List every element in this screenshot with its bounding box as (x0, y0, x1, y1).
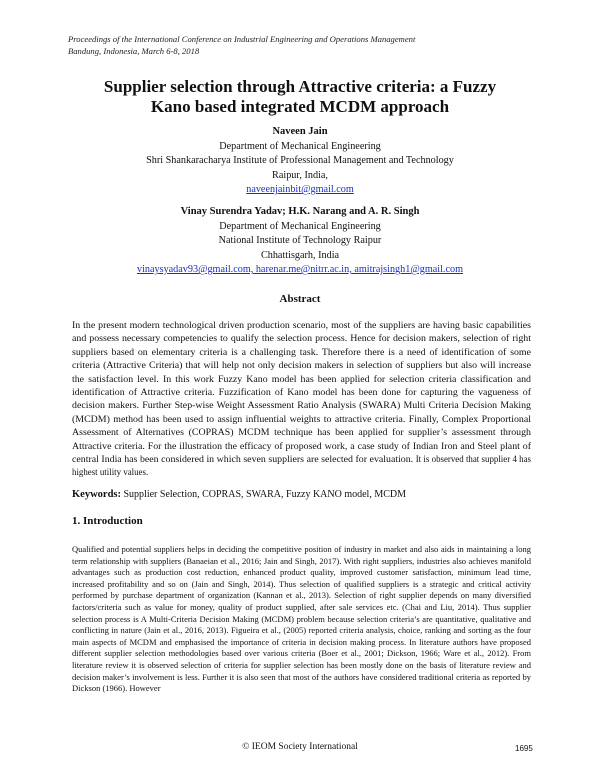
author-department: Department of Mechanical Engineering (219, 140, 381, 152)
author-block-1 (60, 125, 540, 198)
abstract-heading: Abstract (279, 293, 321, 305)
proceedings-title: Proceedings of the International Conference on Industrial Engineering and Operations Management (68, 34, 416, 44)
author-email-link[interactable]: naveenjainbit@gmail.com (246, 184, 354, 195)
keywords-label: Keywords: (72, 489, 121, 500)
introduction-text: Qualified and potential suppliers helps in deciding the competitive position of industry in market and also aids in maintaining a long term relationship with suppliers (Banaeian et al., 2016; Jain and Singh, 2017). With right suppliers, industries also achieves manifold advantages such as production cost reduction, enhanced product quality, improved customer satisfaction, minimum lead time, increased profitability and so on (Jain and Singh, 2014). Thus selection of qualified suppliers is a strategic and critical activity performed by purchase department of organization (Kannan et al., 2013). Selection of right supplier depends on many diversified factors/criteria such as value for money, quality of product supplied, after sale services etc. (Chai and Liu, 2014). Thus supplier selection process is A Multi-Criteria Decision Making (MCDM) problem because selection criteria’s are quantitative, qualitative and conflicting in nature (Jain et al., 2016, 2013). Figueira et al., (2005) reported criteria analysis, choice, ranking and sorting as the four main aspects of MCDM and emphasised the importance of criteria in decision making process. In literature authors have proposed different supplier selection methodologies based over various criteria (Boer et al., 2001; Dickson, 1966; Ware et al., 2012). From literature review it is observed selection of criteria for supplier selection has been mostly done on the basis of literature review and decision maker’s involvement is less. Further it is also seen that most of the authors have considered traditional criteria as reported by Dickson (1966). However (72, 544, 531, 694)
paper-title-line-2: Kano based integrated MCDM approach (150, 97, 450, 116)
coauthor-institution: National Institute of Technology Raipur (218, 235, 382, 246)
introduction-heading: 1. Introduction (72, 515, 143, 527)
author-block-2 (60, 205, 540, 278)
coauthor-department: Department of Mechanical Engineering (219, 220, 381, 232)
author-name: Naveen Jain (272, 126, 328, 137)
proceedings-venue: Bandung, Indonesia, March 6-8, 2018 (68, 46, 200, 56)
coauthor-city: Chhattisgarh, India (260, 249, 340, 261)
paper-title-line-1: Supplier selection through Attractive criteria: a Fuzzy (103, 77, 497, 96)
paper-title (60, 77, 540, 117)
abstract-text (72, 319, 531, 480)
page-number: 1695 (515, 744, 533, 753)
keywords-list: Supplier Selection, COPRAS, SWARA, Fuzzy KANO model, MCDM (123, 489, 407, 500)
coauthor-names: Vinay Surendra Yadav; H.K. Narang and A. R. Singh (180, 206, 420, 217)
keywords-line (72, 489, 406, 500)
coauthor-emails-link[interactable]: vinaysyadav93@gmail.com, harenar.me@nitrr.ac.in, amitrajsingh1@gmail.com (136, 264, 464, 275)
author-city: Raipur, India, (272, 169, 328, 181)
abstract-conclusion: It is observed that supplier 4 has highest utility values. (72, 454, 532, 478)
footer-copyright: © IEOM Society International (242, 742, 358, 752)
abstract-body: In the present modern technological driven production scenario, most of the suppliers are having basic capabilities and possess necessary competencies to qualify the selection process. Hence for decision makers, selection of right suppliers based on elementary criteria is a challenging task. Therefore there is a need of identification of some criteria (Attractive Criteria) that will help not only decision makers in selection of suppliers but also will increase the satisfaction level. In this work Fuzzy Kano model has been applied for selection criteria classification and identification of Attractive criteria. Fuzzification of Kano model has been done for capturing the vagueness of decision makers. Further Step-wise Weight Assessment Ratio Analysis (SWARA) Multi Criteria Decision Making (MCDM) method has been used to assign influential weights to attractive criteria. Finally, Complex Proportional Assessment of Alternatives (COPRAS) MCDM technique has been applied for supplier’s assessment through Attractive criteria. For the illustration the efficacy of proposed work, a case study of Indian Iron and Steel plant of central India has been considered in which seven suppliers are selected for evaluation. (72, 320, 531, 466)
proceedings-header (68, 33, 415, 57)
author-institution: Shri Shankaracharya Institute of Professional Management and Technology (146, 155, 454, 166)
